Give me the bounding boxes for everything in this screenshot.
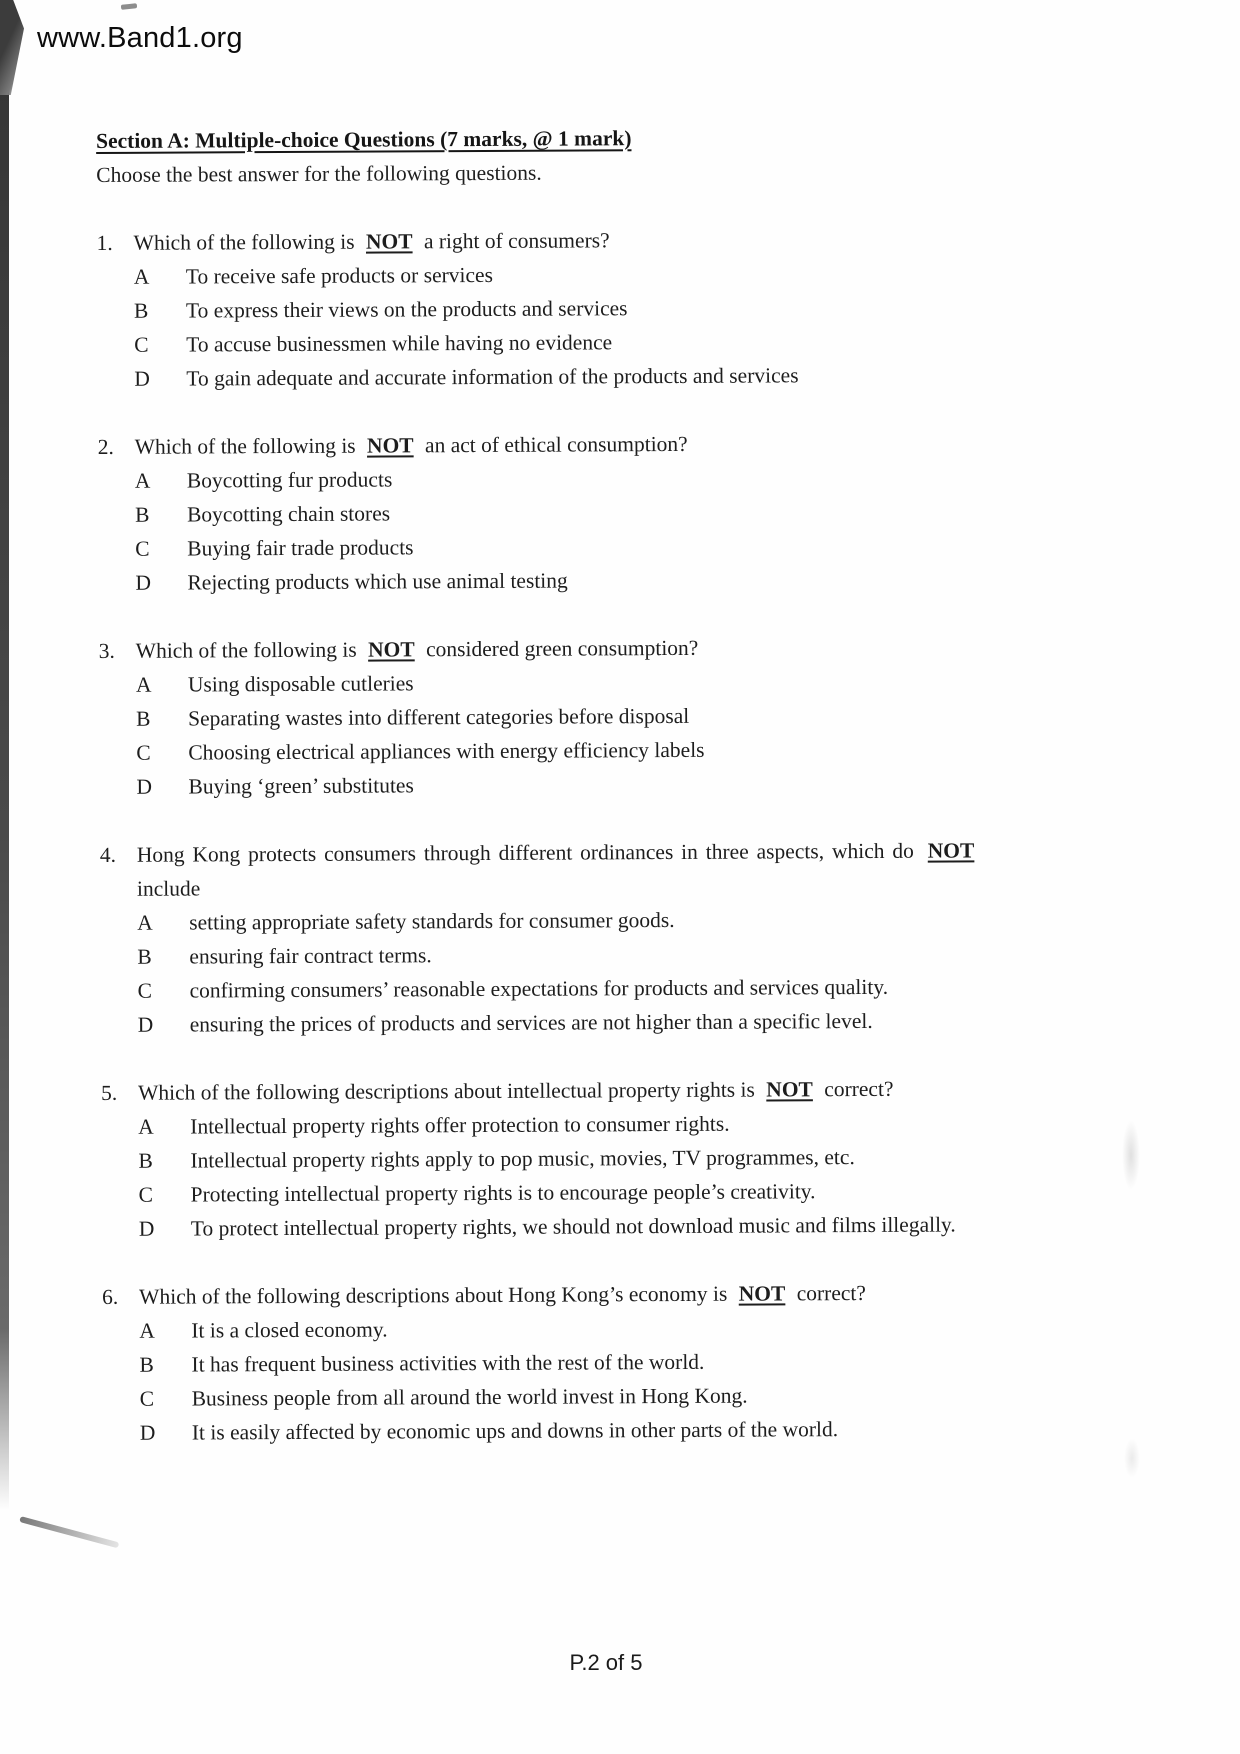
- question-text-before: Hong Kong protects consumers through different ordinances in three aspects, which do: [136, 838, 914, 867]
- option-text: Boycotting chain stores: [186, 501, 391, 527]
- question-heading: [99, 629, 1064, 668]
- question-text: [135, 425, 1063, 464]
- option-row: [103, 1411, 1068, 1450]
- option-letter: B: [137, 944, 152, 969]
- option-text: Intellectual property rights apply to pop music, movies, TV programmes, etc.: [190, 1145, 855, 1173]
- option-letter: D: [137, 1012, 154, 1037]
- not-emphasis: NOT: [738, 1281, 786, 1306]
- question-4: [100, 833, 1066, 1042]
- option-row: [98, 527, 1063, 566]
- option-text: To express their views on the products and services: [185, 296, 628, 323]
- question-text: [136, 629, 1064, 668]
- option-text: To receive safe products or services: [185, 262, 493, 289]
- options-list: [100, 901, 1066, 1042]
- question-1: [97, 221, 1063, 396]
- option-text: It is a closed economy.: [191, 1317, 388, 1343]
- option-letter: D: [134, 366, 150, 391]
- option-row: [100, 935, 1065, 974]
- option-letter: A: [137, 910, 153, 935]
- not-emphasis: NOT: [927, 838, 975, 863]
- option-row: [102, 1309, 1067, 1348]
- pencil-mark-artifact: [19, 1516, 119, 1548]
- not-emphasis: NOT: [766, 1077, 813, 1102]
- option-letter: C: [134, 332, 149, 357]
- option-letter: A: [135, 672, 152, 697]
- question-number: 3.: [98, 638, 115, 663]
- option-letter: B: [139, 1352, 154, 1377]
- not-emphasis: NOT: [366, 433, 414, 458]
- question-text-after: correct?: [796, 1280, 866, 1306]
- option-row: [101, 1105, 1066, 1144]
- options-list: [98, 459, 1064, 600]
- scan-smudge-artifact: [1124, 1438, 1140, 1478]
- option-letter: B: [134, 502, 150, 527]
- not-emphasis: NOT: [368, 637, 415, 662]
- question-3: [99, 629, 1065, 804]
- option-row: [97, 323, 1062, 362]
- exam-paper-content: [96, 119, 1068, 1450]
- question-heading: [97, 221, 1062, 260]
- option-row: [97, 357, 1062, 396]
- option-letter: B: [133, 298, 149, 323]
- option-row: [99, 663, 1064, 702]
- option-letter: C: [137, 978, 152, 1003]
- question-heading: [98, 425, 1063, 464]
- option-row: [100, 901, 1065, 940]
- option-row: [97, 255, 1062, 294]
- option-text: Buying ‘green’ substitutes: [188, 773, 414, 799]
- option-text: It is easily affected by economic ups and downs in other parts of the world.: [191, 1417, 839, 1445]
- question-number: 2.: [97, 434, 114, 459]
- option-row: [99, 731, 1064, 770]
- option-letter: A: [133, 264, 150, 289]
- option-letter: D: [138, 1216, 155, 1241]
- option-text: Intellectual property rights offer protection to consumer rights.: [190, 1111, 730, 1139]
- option-text: It has frequent business activities with the rest of the world.: [191, 1349, 705, 1377]
- option-letter: D: [135, 570, 151, 595]
- option-row: [98, 459, 1063, 498]
- not-emphasis: NOT: [365, 229, 413, 254]
- question-number: 4.: [99, 842, 117, 867]
- option-letter: C: [139, 1386, 155, 1411]
- option-letter: A: [138, 1114, 154, 1139]
- question-text-before: Which of the following is: [135, 637, 357, 663]
- scan-corner-wedge-artifact: [0, 0, 24, 95]
- option-letter: C: [138, 1182, 154, 1207]
- section-title: Section A: Multiple-choice Questions (7 marks, @ 1 mark): [96, 126, 632, 153]
- option-row: [99, 697, 1064, 736]
- option-letter: A: [134, 468, 151, 493]
- scan-top-dash-artifact: [121, 3, 137, 10]
- page-footer: P.2 of 5: [569, 1650, 643, 1675]
- question-text-before: Which of the following descriptions about intellectual property rights is: [138, 1077, 755, 1105]
- option-text: Using disposable cutleries: [187, 671, 414, 697]
- question-text: [139, 1275, 1067, 1314]
- option-letter: D: [136, 774, 153, 799]
- option-row: [102, 1207, 1067, 1246]
- option-text: Boycotting fur products: [186, 467, 393, 493]
- question-heading: [101, 1071, 1066, 1110]
- question-text-before: Which of the following is: [134, 433, 356, 459]
- option-row: [101, 1003, 1066, 1042]
- option-text: setting appropriate safety standards for consumer goods.: [189, 907, 675, 935]
- question-text-before: Which of the following descriptions about Hong Kong’s economy is: [139, 1281, 728, 1309]
- watermark: www.Band1.org: [37, 22, 243, 54]
- option-letter: C: [135, 536, 150, 561]
- question-text: [138, 1071, 1066, 1110]
- option-text: Separating wastes into different categories before disposal: [188, 703, 690, 731]
- option-row: [102, 1173, 1067, 1212]
- question-number: 1.: [96, 230, 113, 255]
- question-text-after: considered green consumption?: [426, 635, 699, 662]
- question-6: [102, 1275, 1068, 1450]
- option-text: Choosing electrical appliances with energy efficiency labels: [188, 737, 705, 765]
- question-text-after: an act of ethical consumption?: [424, 431, 688, 458]
- option-text: confirming consumers’ reasonable expectations for products and services quality.: [189, 974, 889, 1003]
- options-list: [99, 663, 1065, 804]
- options-list: [97, 255, 1063, 396]
- option-text: Rejecting products which use animal testing: [187, 568, 568, 595]
- option-text: Protecting intellectual property rights is to encourage people’s creativity.: [190, 1179, 816, 1207]
- question-2: [98, 425, 1064, 600]
- option-row: [99, 765, 1064, 804]
- option-row: [98, 561, 1063, 600]
- option-letter: D: [139, 1420, 156, 1445]
- option-text: Business people from all around the world invest in Hong Kong.: [191, 1383, 748, 1411]
- question-text-after: a right of consumers?: [423, 228, 610, 254]
- option-text: ensuring the prices of products and services are not higher than a specific level.: [189, 1008, 873, 1037]
- question-number: 5.: [101, 1080, 118, 1105]
- instruction: Choose the best answer for the following questions.: [96, 160, 542, 187]
- option-row: [101, 1139, 1066, 1178]
- option-text: To accuse businessmen while having no evidence: [186, 330, 613, 357]
- option-row: [97, 289, 1062, 328]
- option-letter: B: [136, 706, 151, 731]
- scan-smudge-artifact: [1122, 1120, 1140, 1190]
- question-heading: [100, 833, 1065, 906]
- question-text-after: include: [136, 876, 201, 901]
- options-list: [101, 1105, 1067, 1246]
- scan-edge-strip-artifact: [0, 0, 9, 1510]
- option-letter: A: [139, 1318, 155, 1343]
- option-letter: B: [138, 1148, 153, 1173]
- question-number: 6.: [102, 1284, 119, 1309]
- options-list: [102, 1309, 1068, 1450]
- option-row: [103, 1377, 1068, 1416]
- option-text: To gain adequate and accurate information of the products and services: [186, 363, 799, 391]
- question-text-before: Which of the following is: [133, 229, 355, 255]
- option-text: To protect intellectual property rights, we should not download music and films illegally.: [190, 1212, 956, 1241]
- option-row: [98, 493, 1063, 532]
- question-text-after: correct?: [824, 1076, 894, 1102]
- question-heading: [102, 1275, 1067, 1314]
- option-letter: C: [136, 740, 151, 765]
- option-row: [100, 969, 1065, 1008]
- option-row: [102, 1343, 1067, 1382]
- question-5: [101, 1071, 1067, 1246]
- option-text: ensuring fair contract terms.: [189, 943, 432, 969]
- question-text: [137, 833, 1065, 906]
- question-text: [134, 221, 1062, 260]
- option-text: Buying fair trade products: [187, 535, 414, 561]
